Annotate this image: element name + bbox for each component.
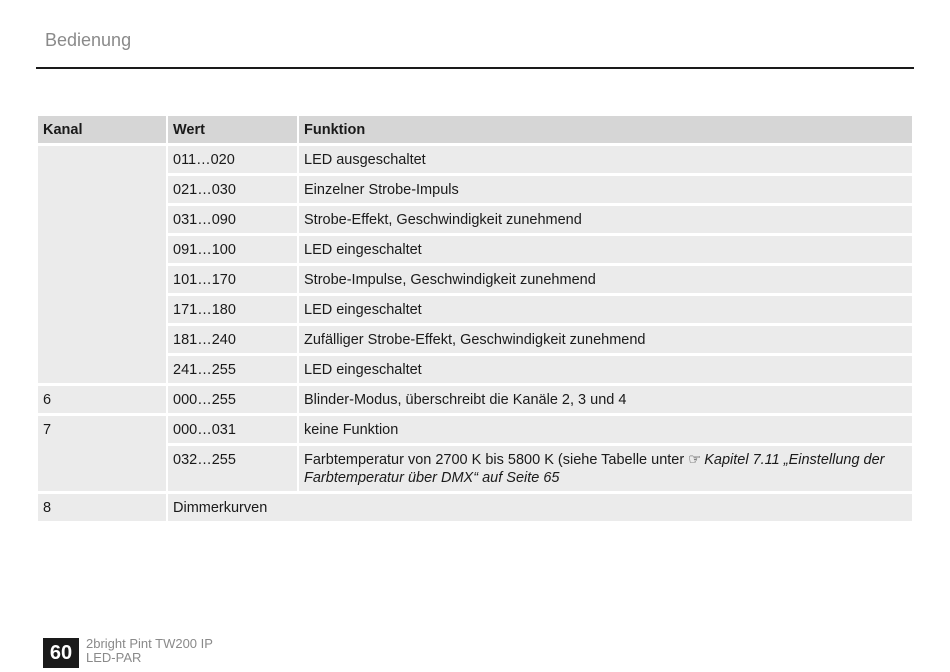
wert-cell: 011…020 <box>168 146 297 173</box>
funktion-cell: Blinder-Modus, überschreibt die Kanäle 2, 3 und 4 <box>299 386 912 413</box>
kanal-cell: 8 <box>38 494 166 521</box>
table-row <box>38 236 912 263</box>
funktion-cell: LED eingeschaltet <box>299 236 912 263</box>
wert-cell: 181…240 <box>168 326 297 353</box>
wert-cell: 000…255 <box>168 386 297 413</box>
table-row <box>38 356 912 383</box>
wert-cell: 101…170 <box>168 266 297 293</box>
header-rule <box>36 67 914 69</box>
funktion-cell: LED eingeschaltet <box>299 356 912 383</box>
table-row <box>38 326 912 353</box>
table-row <box>38 416 912 443</box>
funktion-cell: Strobe-Impulse, Geschwindigkeit zunehmend <box>299 266 912 293</box>
wert-cell: 031…090 <box>168 206 297 233</box>
header-funktion: Funktion <box>299 116 912 143</box>
header-kanal: Kanal <box>38 116 166 143</box>
wert-cell: 171…180 <box>168 296 297 323</box>
header-wert: Wert <box>168 116 297 143</box>
funktion-cell: LED ausgeschaltet <box>299 146 912 173</box>
funktion-cell: Einzelner Strobe-Impuls <box>299 176 912 203</box>
footer-product <box>86 637 213 665</box>
funktion-cell <box>299 446 912 491</box>
cross-reference-text: Kapitel 7.11 „Einstellung der Farbtemperatur über DMX“ auf Seite 65 <box>304 452 885 486</box>
section-title: Bedienung <box>45 30 132 50</box>
funktion-cell: LED eingeschaltet <box>299 296 912 323</box>
wert-cell: 000…031 <box>168 416 297 443</box>
cross-reference-hand-icon: ☞ <box>688 452 702 468</box>
wert-cell: 021…030 <box>168 176 297 203</box>
table-row <box>38 206 912 233</box>
product-name: 2bright Pint TW200 IP <box>86 636 213 651</box>
table-row <box>38 296 912 323</box>
page-number: 60 <box>43 638 79 668</box>
table-row <box>38 266 912 293</box>
table-row <box>38 494 912 521</box>
kanal-cell: 7 <box>38 416 166 491</box>
funktion-cell: Zufälliger Strobe-Effekt, Geschwindigkeit zunehmend <box>299 326 912 353</box>
table-header-row <box>38 116 912 143</box>
wert-cell: 032…255 <box>168 446 297 491</box>
kanal-cell <box>38 146 166 383</box>
funktion-cell: keine Funktion <box>299 416 912 443</box>
wert-cell: 091…100 <box>168 236 297 263</box>
wert-cell: 241…255 <box>168 356 297 383</box>
table-row <box>38 446 912 491</box>
funktion-cell: Strobe-Effekt, Geschwindigkeit zunehmend <box>299 206 912 233</box>
kanal-cell: 6 <box>38 386 166 413</box>
dmx-channel-table <box>36 113 914 524</box>
table-row <box>38 176 912 203</box>
product-type: LED-PAR <box>86 650 142 665</box>
table-row <box>38 386 912 413</box>
table-row <box>38 146 912 173</box>
funktion-text: Farbtemperatur von 2700 K bis 5800 K (siehe Tabelle unter <box>304 452 685 468</box>
wert-cell: Dimmerkurven <box>168 494 912 521</box>
